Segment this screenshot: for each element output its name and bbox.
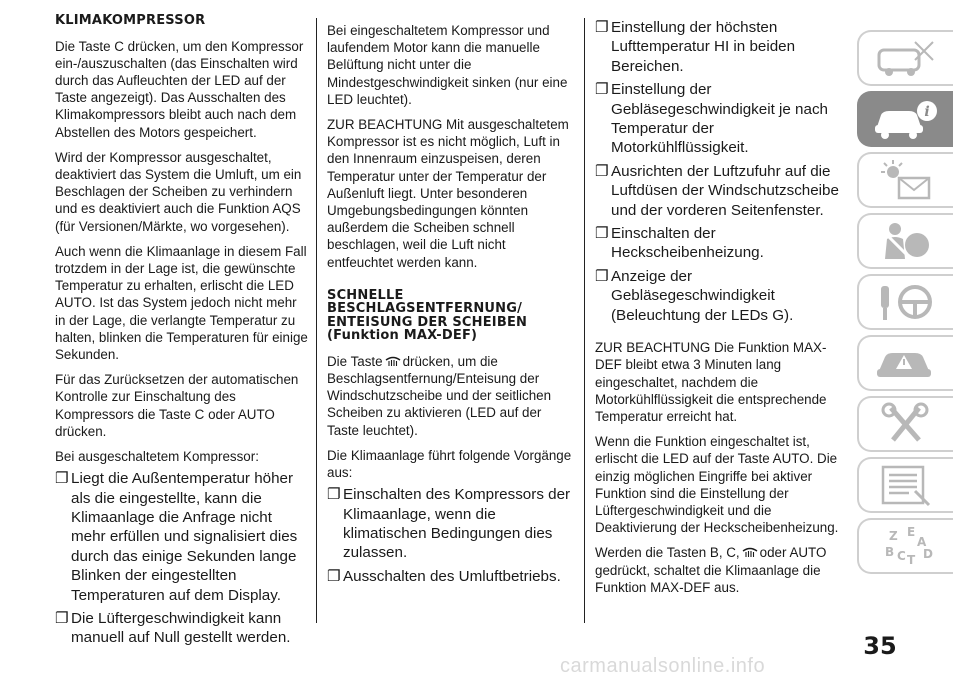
checkbox-bullet-icon: ❐ — [595, 18, 609, 36]
bullet-item — [595, 80, 845, 158]
key-steering-wheel-icon — [871, 280, 941, 324]
bullet-text: Einschalten des Kompressors der Klimaanlage, wenn die klimatischen Bedingungen dies zulassen. — [343, 486, 571, 562]
section-heading-max-def: SCHNELLE BESCHLAGSENTFERNUNG/ ENTEISUNG DER SCHEIBEN (Funktion MAX-DEF) — [327, 287, 528, 344]
watermark: carmanualsonline.info — [560, 655, 766, 677]
checkbox-bullet-icon: ❐ — [327, 566, 341, 585]
tab-dashboard[interactable] — [857, 30, 953, 86]
tab-emergency[interactable] — [857, 335, 953, 391]
bullet-item — [595, 18, 845, 76]
bullet-text: Einschalten der Heckscheibenheizung. — [611, 225, 764, 262]
bullet-text: Ausschalten des Umluftbetriebs. — [343, 567, 561, 585]
tab-index[interactable] — [857, 518, 953, 574]
bullet-text: Liegt die Außentemperatur höher als die eingestellte, kann die Klimaanlage die Anfrage nicht mehr erfüllen und signalisiert dies durch das einige Sekunden lange Blinken der eingestellten Temperaturen auf dem Display. — [71, 470, 298, 604]
bullet-item — [595, 224, 845, 263]
bullet-item — [595, 267, 845, 325]
bullet-item — [55, 469, 308, 605]
bullet-text: Einstellung der Gebläsegeschwindigkeit je nach Temperatur der Motorkühlflüssigkeit. — [611, 81, 828, 157]
bullet-item — [327, 567, 574, 586]
text-fragment: Werden die Tasten B, C, — [595, 545, 740, 561]
windscreen-defrost-icon — [385, 355, 401, 367]
index-letter: A — [917, 535, 927, 549]
paragraph-buttons — [595, 544, 845, 596]
column-3 — [595, 18, 845, 604]
tab-warning-lights[interactable] — [857, 152, 953, 208]
index-letter: D — [923, 547, 933, 561]
checkbox-bullet-icon: ❐ — [55, 609, 69, 628]
tab-car-info[interactable] — [857, 91, 953, 147]
index-letter: B — [885, 545, 895, 559]
column-separator-2 — [584, 18, 585, 623]
tab-maintenance[interactable] — [857, 396, 953, 452]
note-paragraph: ZUR BEACHTUNG Mit ausgeschaltetem Kompressor ist es nicht möglich, Luft in den Innenraum einzuspeisen, deren Temperatur unter der Temperatur der Außenluft liegt. Unter besonderen Umgebungsbedingungen könnten außerdem die Scheiben schnell beschlagen, weil die Luft nicht entfeuchtet werden kann. — [327, 117, 569, 270]
tab-safety[interactable] — [857, 213, 953, 269]
checkbox-bullet-icon: ❐ — [595, 80, 609, 99]
paragraph: Bei eingeschaltetem Kompressor und laufendem Motor kann die manuelle Belüftung nicht unter die Mindestgeschwindigkeit sinken (nur eine LED leuchtet). — [327, 23, 568, 107]
paragraph: Die Klimaanlage führt folgende Vorgänge aus: — [327, 447, 572, 481]
car-breakdown-icon — [871, 341, 941, 385]
paragraph: Auch wenn die Klimaanlage in diesem Fall trotzdem in der Lage ist, die gewünschte Temperatur zu erhalten, erlischt die LED AUTO. Ist das System jedoch nicht mehr in der Lage, die verlangte Temperatur zu halten, blinken die Temperaturen für einige Sekunden. — [55, 243, 308, 362]
text-fragment: oder AUTO gedrückt, schaltet die Klimaanlage die Funktion MAX-DEF aus. — [595, 545, 827, 595]
column-1 — [55, 14, 308, 652]
bullet-item — [327, 485, 574, 563]
note-paragraph: ZUR BEACHTUNG Die Funktion MAX-DEF bleibt etwa 3 Minuten lang eingeschaltet, nachdem die Motorkühlflüssigkeit die entsprechende Temperatur erreicht hat. — [595, 340, 827, 424]
checkbox-bullet-icon: ❐ — [595, 224, 609, 243]
bullet-text: Einstellung der höchsten Lufttemperatur HI in beiden Bereichen. — [611, 19, 796, 75]
chapter-tabs — [857, 30, 953, 579]
technical-data-icon — [871, 463, 941, 507]
paragraph-max-def-button — [327, 353, 574, 439]
paragraph: Für das Zurücksetzen der automatischen Kontrolle zur Einschaltung des Kompressors die Taste C oder AUTO drücken. — [55, 372, 299, 439]
checkbox-bullet-icon: ❐ — [327, 485, 341, 504]
tab-technical-data[interactable] — [857, 457, 953, 513]
alphabetical-index-icon — [871, 524, 941, 568]
index-letter: T — [907, 553, 916, 567]
bullet-text: Die Lüftergeschwindigkeit kann manuell auf Null gestellt werden. — [71, 610, 291, 647]
windscreen-defrost-icon — [742, 546, 758, 558]
index-letter: Z — [889, 529, 898, 543]
index-letter: E — [907, 525, 916, 539]
car-dashboard-icon — [871, 36, 941, 80]
checkbox-bullet-icon: ❐ — [55, 469, 69, 488]
paragraph: Die Taste C drücken, um den Kompressor ein-/auszuschalten (das Einschalten wird durch das Aufleuchten der LED auf der Taste angezeigt). Das Ausschalten des Klimakompressors bleibt auch nach dem Abstellen des Motors gespeichert. — [55, 38, 304, 140]
text-fragment: Die Taste — [327, 353, 383, 369]
paragraph: Bei ausgeschaltetem Kompressor: — [55, 448, 259, 464]
warning-lights-icon — [871, 158, 941, 202]
checkbox-bullet-icon: ❐ — [595, 266, 609, 285]
svg-text:i: i — [924, 104, 930, 120]
column-2 — [327, 22, 574, 590]
checkbox-bullet-icon: ❐ — [595, 161, 609, 180]
airbag-seatbelt-icon — [871, 219, 941, 263]
paragraph: Wird der Kompressor ausgeschaltet, deaktiviert das System die Umluft, um ein Beschlagen der Scheiben zu verhindern und es deaktiviert auch die Funktion AQS (für Versionen/Märkte, wo vorgesehen). — [55, 149, 302, 234]
tab-starting-driving[interactable] — [857, 274, 953, 330]
text-fragment: drücken, um die Beschlagsentfernung/Enteisung der Windschutzscheibe und der seitlichen Scheiben zu aktivieren (LED auf der Taste leuchtet). — [327, 353, 552, 438]
bullet-text: Anzeige der Gebläsegeschwindigkeit (Beleuchtung der LEDs G). — [611, 267, 794, 324]
section-heading-klimakompressor: KLIMAKOMPRESSOR — [55, 13, 206, 28]
wrench-maintenance-icon — [871, 402, 941, 446]
page-number: 35 — [863, 632, 897, 660]
column-separator-1 — [316, 18, 317, 623]
paragraph: Wenn die Funktion eingeschaltet ist, erlischt die LED auf der Taste AUTO. Die einzig möglichen Eingriffe bei aktiver Funktion sind die Einstellung der Lüftergeschwindigkeit und die Deaktivierung der Heckscheibenheizung. — [595, 434, 839, 536]
car-info-icon — [871, 97, 941, 141]
bullet-text: Ausrichten der Luftzufuhr auf die Luftdüsen der Windschutzscheibe und der vorderen Seitenfenster. — [611, 162, 839, 219]
bullet-item — [55, 609, 308, 648]
index-letter: C — [897, 549, 906, 563]
bullet-item — [595, 162, 845, 220]
